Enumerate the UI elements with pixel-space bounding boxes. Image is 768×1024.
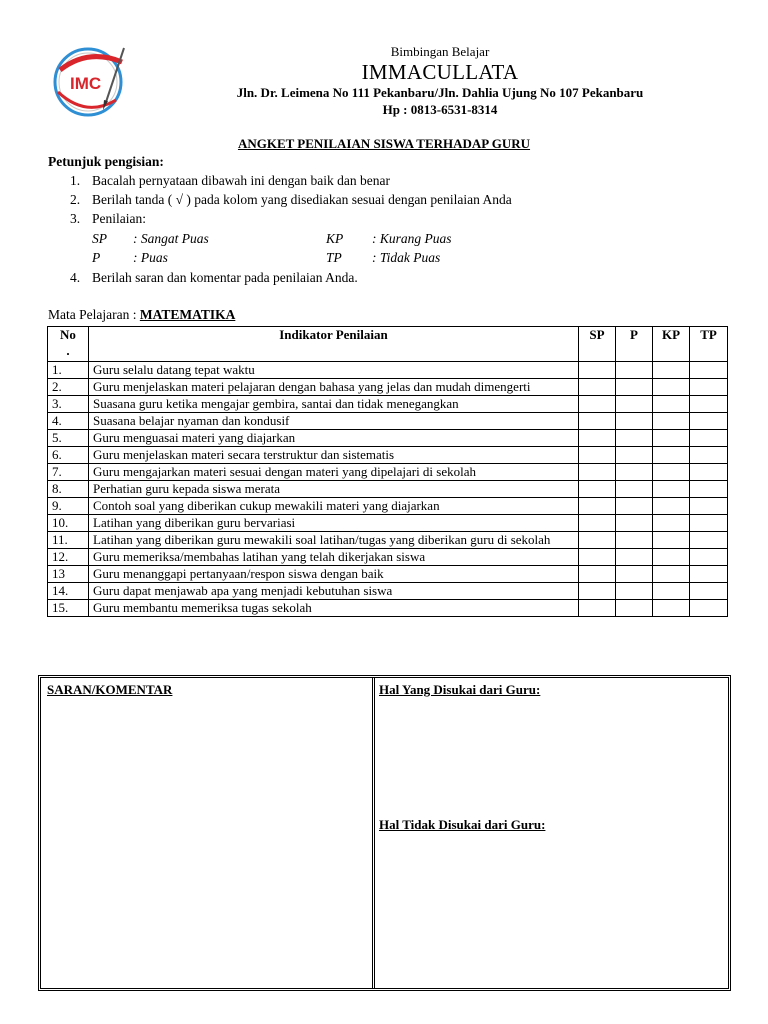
row-indicator: Guru membantu memeriksa tugas sekolah bbox=[89, 600, 579, 617]
legend-desc-kp: : Kurang Puas bbox=[372, 231, 452, 246]
cell-tp[interactable] bbox=[690, 362, 728, 379]
table-header-row bbox=[48, 327, 728, 362]
cell-kp[interactable] bbox=[653, 481, 690, 498]
row-indicator: Contoh soal yang diberikan cukup mewakili materi yang diajarkan bbox=[89, 498, 579, 515]
cell-kp[interactable] bbox=[653, 464, 690, 481]
comments-divider bbox=[372, 678, 375, 988]
cell-sp[interactable] bbox=[579, 532, 616, 549]
cell-sp[interactable] bbox=[579, 498, 616, 515]
table-row bbox=[48, 481, 728, 498]
instruction-item bbox=[70, 173, 390, 189]
header-kp: KP bbox=[653, 327, 690, 362]
instruction-text: Penilaian: bbox=[92, 211, 146, 226]
cell-sp[interactable] bbox=[579, 583, 616, 600]
cell-sp[interactable] bbox=[579, 566, 616, 583]
header-line1: Bimbingan Belajar bbox=[390, 44, 490, 59]
cell-sp[interactable] bbox=[579, 515, 616, 532]
cell-sp[interactable] bbox=[579, 549, 616, 566]
cell-tp[interactable] bbox=[690, 447, 728, 464]
cell-p[interactable] bbox=[616, 396, 653, 413]
cell-kp[interactable] bbox=[653, 515, 690, 532]
subject-line bbox=[48, 307, 235, 323]
row-indicator: Guru menjelaskan materi pelajaran dengan bahasa yang jelas dan mudah dimengerti bbox=[89, 379, 579, 396]
cell-p[interactable] bbox=[616, 515, 653, 532]
row-indicator: Latihan yang diberikan guru bervariasi bbox=[89, 515, 579, 532]
table-row bbox=[48, 583, 728, 600]
cell-tp[interactable] bbox=[690, 532, 728, 549]
table-row bbox=[48, 413, 728, 430]
cell-kp[interactable] bbox=[653, 583, 690, 600]
row-indicator: Guru menguasai materi yang diajarkan bbox=[89, 430, 579, 447]
cell-p[interactable] bbox=[616, 549, 653, 566]
cell-kp[interactable] bbox=[653, 430, 690, 447]
legend-desc-tp: : Tidak Puas bbox=[372, 250, 441, 265]
cell-tp[interactable] bbox=[690, 481, 728, 498]
cell-sp[interactable] bbox=[579, 396, 616, 413]
cell-p[interactable] bbox=[616, 532, 653, 549]
cell-p[interactable] bbox=[616, 413, 653, 430]
instruction-item bbox=[70, 270, 358, 286]
legend-code-tp: TP bbox=[326, 250, 342, 265]
cell-kp[interactable] bbox=[653, 532, 690, 549]
cell-sp[interactable] bbox=[579, 379, 616, 396]
legend-code-kp: KP bbox=[326, 231, 344, 246]
cell-p[interactable] bbox=[616, 447, 653, 464]
cell-p[interactable] bbox=[616, 481, 653, 498]
imc-logo bbox=[46, 40, 138, 120]
row-number: 7. bbox=[48, 464, 89, 481]
cell-kp[interactable] bbox=[653, 362, 690, 379]
cell-tp[interactable] bbox=[690, 464, 728, 481]
row-number: 9. bbox=[48, 498, 89, 515]
row-indicator: Suasana guru ketika mengajar gembira, santai dan tidak menegangkan bbox=[89, 396, 579, 413]
cell-kp[interactable] bbox=[653, 566, 690, 583]
table-row bbox=[48, 515, 728, 532]
instruction-number: 2. bbox=[70, 192, 81, 207]
cell-tp[interactable] bbox=[690, 413, 728, 430]
row-number: 2. bbox=[48, 379, 89, 396]
header-no: No . bbox=[48, 327, 89, 362]
header-p: P bbox=[616, 327, 653, 362]
row-indicator: Guru menjelaskan materi secara terstruktur dan sistematis bbox=[89, 447, 579, 464]
table-row bbox=[48, 566, 728, 583]
comments-box bbox=[38, 675, 731, 991]
table-row bbox=[48, 379, 728, 396]
legend-code-p: P bbox=[92, 250, 101, 265]
cell-kp[interactable] bbox=[653, 600, 690, 617]
table-row bbox=[48, 430, 728, 447]
row-number: 8. bbox=[48, 481, 89, 498]
subject-value: MATEMATIKA bbox=[139, 307, 236, 322]
legend-desc-p: : Puas bbox=[133, 250, 168, 265]
row-indicator: Suasana belajar nyaman dan kondusif bbox=[89, 413, 579, 430]
form-title: ANGKET PENILAIAN SISWA TERHADAP GURU bbox=[237, 136, 531, 151]
instruction-item bbox=[70, 192, 512, 208]
subject-label: Mata Pelajaran : bbox=[48, 307, 140, 322]
header-indicator: Indikator Penilaian bbox=[89, 327, 579, 362]
header-tp: TP bbox=[690, 327, 728, 362]
cell-p[interactable] bbox=[616, 498, 653, 515]
table-row bbox=[48, 396, 728, 413]
cell-tp[interactable] bbox=[690, 600, 728, 617]
cell-kp[interactable] bbox=[653, 549, 690, 566]
cell-p[interactable] bbox=[616, 362, 653, 379]
row-number: 6. bbox=[48, 447, 89, 464]
table-row bbox=[48, 532, 728, 549]
instructions-heading: Petunjuk pengisian: bbox=[48, 154, 164, 169]
instruction-number: 1. bbox=[70, 173, 81, 188]
instruction-number: 4. bbox=[70, 270, 81, 285]
legend-desc-sp: : Sangat Puas bbox=[133, 231, 209, 246]
disliked-label: Hal Tidak Disukai dari Guru: bbox=[379, 817, 546, 832]
cell-sp[interactable] bbox=[579, 447, 616, 464]
instruction-item bbox=[70, 211, 146, 227]
row-indicator: Guru memeriksa/membahas latihan yang telah dikerjakan siswa bbox=[89, 549, 579, 566]
row-number: 12. bbox=[48, 549, 89, 566]
row-number: 10. bbox=[48, 515, 89, 532]
header-phone: Hp : 0813-6531-8314 bbox=[382, 102, 498, 117]
cell-sp[interactable] bbox=[579, 600, 616, 617]
cell-tp[interactable] bbox=[690, 430, 728, 447]
row-number: 3. bbox=[48, 396, 89, 413]
cell-tp[interactable] bbox=[690, 498, 728, 515]
cell-p[interactable] bbox=[616, 583, 653, 600]
header-address: Jln. Dr. Leimena No 111 Pekanbaru/Jln. Dahlia Ujung No 107 Pekanbaru bbox=[236, 85, 644, 100]
row-indicator: Guru mengajarkan materi sesuai dengan materi yang dipelajari di sekolah bbox=[89, 464, 579, 481]
cell-tp[interactable] bbox=[690, 379, 728, 396]
row-indicator: Guru menanggapi pertanyaan/respon siswa dengan baik bbox=[89, 566, 579, 583]
cell-kp[interactable] bbox=[653, 413, 690, 430]
saran-komentar-label: SARAN/KOMENTAR bbox=[47, 682, 173, 697]
table-row bbox=[48, 447, 728, 464]
cell-tp[interactable] bbox=[690, 549, 728, 566]
instruction-text: Berilah tanda ( √ ) pada kolom yang disediakan sesuai dengan penilaian Anda bbox=[92, 192, 512, 207]
cell-p[interactable] bbox=[616, 379, 653, 396]
instruction-text: Bacalah pernyataan dibawah ini dengan baik dan benar bbox=[92, 173, 390, 188]
row-indicator: Guru selalu datang tepat waktu bbox=[89, 362, 579, 379]
cell-sp[interactable] bbox=[579, 362, 616, 379]
table-row bbox=[48, 600, 728, 617]
cell-sp[interactable] bbox=[579, 430, 616, 447]
row-number: 1. bbox=[48, 362, 89, 379]
logo-text: IMC bbox=[70, 74, 102, 93]
cell-tp[interactable] bbox=[690, 566, 728, 583]
cell-p[interactable] bbox=[616, 464, 653, 481]
institution-name: IMMACULLATA bbox=[361, 60, 519, 84]
row-number: 14. bbox=[48, 583, 89, 600]
row-indicator: Perhatian guru kepada siswa merata bbox=[89, 481, 579, 498]
row-number: 5. bbox=[48, 430, 89, 447]
cell-tp[interactable] bbox=[690, 515, 728, 532]
row-indicator: Latihan yang diberikan guru mewakili soal latihan/tugas yang diberikan guru di sekolah bbox=[89, 532, 579, 549]
cell-kp[interactable] bbox=[653, 447, 690, 464]
instruction-text: Berilah saran dan komentar pada penilaian Anda. bbox=[92, 270, 358, 285]
cell-kp[interactable] bbox=[653, 379, 690, 396]
legend-code-sp: SP bbox=[92, 231, 107, 246]
table-row bbox=[48, 464, 728, 481]
cell-p[interactable] bbox=[616, 430, 653, 447]
cell-tp[interactable] bbox=[690, 583, 728, 600]
cell-p[interactable] bbox=[616, 566, 653, 583]
table-row bbox=[48, 362, 728, 379]
rating-table bbox=[47, 326, 728, 617]
cell-sp[interactable] bbox=[579, 464, 616, 481]
cell-kp[interactable] bbox=[653, 498, 690, 515]
liked-label: Hal Yang Disukai dari Guru: bbox=[379, 682, 541, 697]
header-sp: SP bbox=[579, 327, 616, 362]
row-number: 13 bbox=[48, 566, 89, 583]
instruction-number: 3. bbox=[70, 211, 81, 226]
table-row bbox=[48, 498, 728, 515]
row-indicator: Guru dapat menjawab apa yang menjadi kebutuhan siswa bbox=[89, 583, 579, 600]
cell-p[interactable] bbox=[616, 600, 653, 617]
table-row bbox=[48, 549, 728, 566]
row-number: 11. bbox=[48, 532, 89, 549]
cell-kp[interactable] bbox=[653, 396, 690, 413]
cell-sp[interactable] bbox=[579, 481, 616, 498]
cell-sp[interactable] bbox=[579, 413, 616, 430]
row-number: 4. bbox=[48, 413, 89, 430]
cell-tp[interactable] bbox=[690, 396, 728, 413]
row-number: 15. bbox=[48, 600, 89, 617]
